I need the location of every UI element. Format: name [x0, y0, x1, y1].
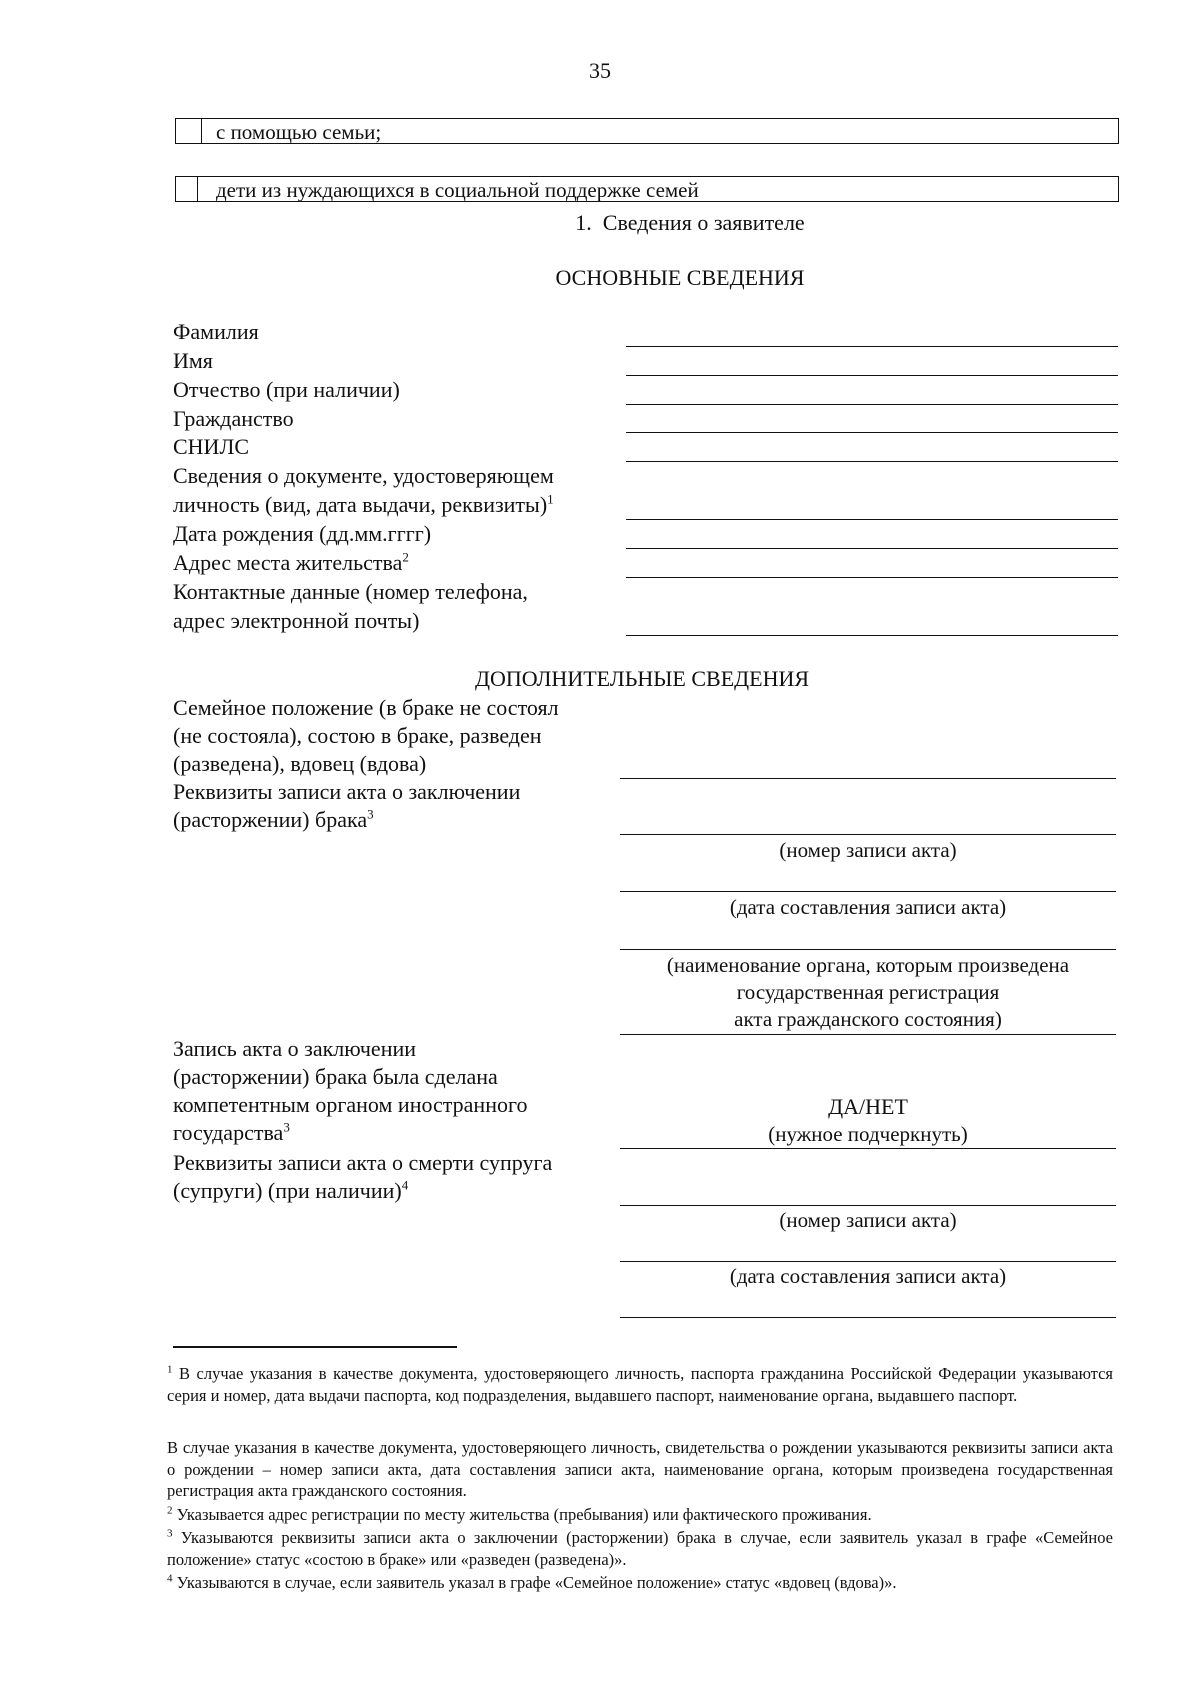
marital-status-field[interactable]: [620, 778, 1116, 779]
footnote-ref: 1: [547, 491, 554, 507]
id-document-field[interactable]: [626, 519, 1118, 520]
label-death-record-line2: [173, 1177, 408, 1205]
birth-date-field[interactable]: [626, 548, 1118, 549]
checkbox-row-needy-families: [175, 176, 1119, 202]
label-text: (расторжении) брака: [173, 807, 368, 832]
label-marital-line1: Семейное положение (в браке не состоял: [173, 695, 559, 720]
footnote-text: Указывается адрес регистрации по месту жительства (пребывания) или фактического проживания.: [176, 1505, 872, 1524]
checkbox-label: с помощью семьи;: [216, 120, 382, 144]
checkbox-row-family-help: [175, 118, 1119, 144]
caption-record-number: (номер записи акта): [779, 838, 957, 862]
footnote-text: Указываются в случае, если заявитель указал в графе «Семейное положение» статус «вдовец (вдова)».: [176, 1573, 897, 1592]
caption-death-number: (номер записи акта): [779, 1208, 957, 1232]
label-text: личность (вид, дата выдачи, реквизиты): [173, 492, 548, 517]
label-surname: Фамилия: [173, 319, 259, 344]
caption-authority-line3: акта гражданского состояния): [734, 1007, 1002, 1031]
footnote-ref: 3: [367, 806, 374, 822]
caption-authority-line1: (наименование органа, которым произведена: [666, 953, 1070, 977]
label-contacts-line2: адрес электронной почты): [173, 608, 420, 633]
label-birth-date: Дата рождения (дд.мм.гггг): [173, 521, 432, 546]
footnote-ref: 3: [283, 1119, 290, 1135]
address-field[interactable]: [626, 577, 1118, 578]
snils-field[interactable]: [626, 461, 1118, 462]
caption-death-date: (дата составления записи акта): [729, 1264, 1007, 1288]
marriage-record-date-field[interactable]: [620, 891, 1116, 892]
surname-field[interactable]: [626, 346, 1118, 347]
caption-record-date: (дата составления записи акта): [729, 895, 1007, 919]
footnote-4: [167, 1572, 1113, 1594]
death-record-underline: [620, 1317, 1116, 1318]
label-marital-line3: (разведена), вдовец (вдова): [173, 751, 427, 776]
footnote-3: [167, 1527, 1113, 1570]
label-marital-line2: (не состояла), состою в браке, разведен: [173, 723, 542, 748]
label-foreign-line4: [173, 1119, 290, 1147]
footnote-text: В случае указания в качестве документа, удостоверяющего личность, паспорта гражданина Российской Федерации указываются серия и номер, дата выдачи паспорта, код подразделения, выдавшего паспорт, наименование органа, выдавшего паспорт.: [167, 1364, 1114, 1405]
footnote-separator: [173, 1346, 457, 1348]
additional-heading: ДОПОЛНИТЕЛЬНЫЕ СВЕДЕНИЯ: [474, 666, 810, 691]
footnote-mark: 1: [167, 1363, 173, 1376]
label-address: [173, 549, 409, 577]
marriage-record-number-field[interactable]: [620, 834, 1116, 835]
label-text: (супруги) (при наличии): [173, 1178, 402, 1203]
underline-hint: (нужное подчеркнуть): [768, 1122, 968, 1146]
label-text: Адрес места жительства: [173, 550, 403, 575]
label-snils: СНИЛС: [173, 434, 250, 459]
label-contacts-line1: Контактные данные (номер телефона,: [173, 579, 528, 604]
footnote-ref: 2: [402, 549, 409, 565]
label-name: Имя: [173, 348, 213, 373]
patronymic-field[interactable]: [626, 404, 1118, 405]
footnote-text: Указываются реквизиты записи акта о заключении (расторжении) брака в случае, если заявитель указал в графе «Семейное положение» статус «состою в браке» или «разведен (разведена)».: [167, 1528, 1113, 1569]
footnote-ref: 4: [401, 1177, 409, 1193]
footnote-1-continued: В случае указания в качестве документа, удостоверяющего личность, свидетельства о рождении указываются реквизиты записи акта о рождении – номер записи акта, дата составления записи акта, наименование органа, которым произведена государственная регистрация акта гражданского состояния.: [167, 1438, 1113, 1500]
label-id-doc-line2: [173, 491, 554, 519]
footnote-mark: 3: [167, 1527, 173, 1540]
checkbox-label: дети из нуждающихся в социальной поддержке семей: [216, 178, 699, 202]
citizenship-field[interactable]: [626, 432, 1118, 433]
name-field[interactable]: [626, 375, 1118, 376]
footnote-mark: 2: [167, 1504, 173, 1517]
footnote-1: [167, 1363, 1113, 1406]
label-id-doc-line1: Сведения о документе, удостоверяющем: [173, 463, 554, 488]
main-heading: ОСНОВНЫЕ СВЕДЕНИЯ: [555, 265, 805, 290]
yes-no-choice[interactable]: ДА/НЕТ: [828, 1094, 908, 1119]
foreign-record-field[interactable]: [620, 1148, 1116, 1149]
caption-authority-line2: государственная регистрация: [736, 980, 1000, 1004]
checkbox[interactable]: [176, 119, 202, 143]
label-death-record-line1: Реквизиты записи акта о смерти супруга: [173, 1150, 553, 1175]
label-marriage-record-line2: [173, 806, 374, 834]
section-heading: 1. Сведения о заявителе: [575, 210, 805, 235]
label-marriage-record-line1: Реквизиты записи акта о заключении: [173, 779, 521, 804]
footnote-2: [167, 1504, 1113, 1526]
label-patronymic: Отчество (при наличии): [173, 377, 400, 402]
label-foreign-line3: компетентным органом иностранного: [173, 1092, 528, 1117]
death-record-number-field[interactable]: [620, 1205, 1116, 1206]
label-foreign-line1: Запись акта о заключении: [173, 1036, 417, 1061]
authority-underline: [620, 1034, 1116, 1035]
death-record-date-field[interactable]: [620, 1261, 1116, 1262]
label-text: государства: [173, 1120, 284, 1145]
marriage-authority-field[interactable]: [620, 949, 1116, 950]
footnote-mark: 4: [167, 1572, 173, 1585]
label-citizenship: Гражданство: [173, 406, 294, 431]
label-foreign-line2: (расторжении) брака была сделана: [173, 1064, 498, 1089]
checkbox[interactable]: [176, 177, 198, 201]
page-number: 35: [589, 58, 611, 83]
contacts-field[interactable]: [626, 635, 1118, 636]
